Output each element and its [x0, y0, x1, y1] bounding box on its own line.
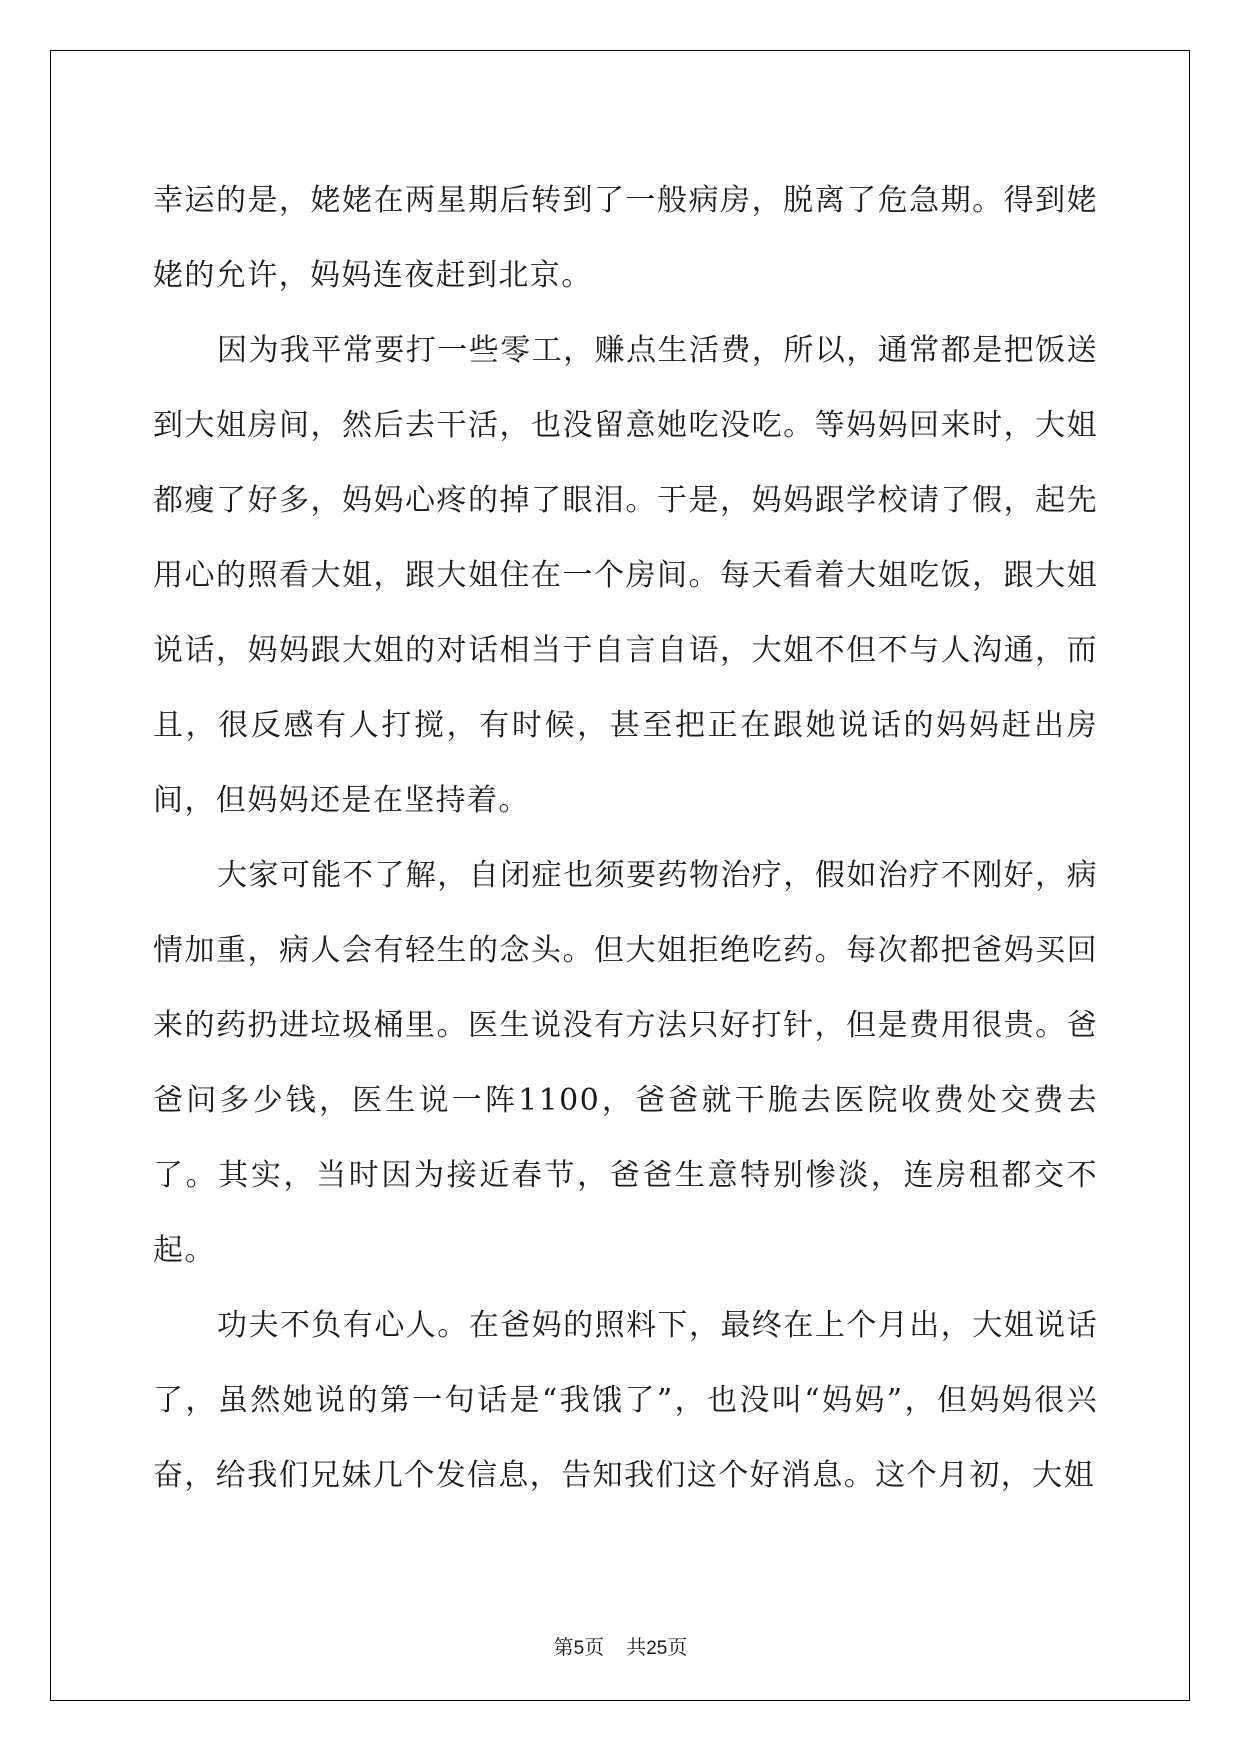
total-suffix: 页 [667, 1635, 688, 1659]
paragraph-1: 幸运的是，姥姥在两星期后转到了一般病房，脱离了危急期。得到姥姥的允许，妈妈连夜赶到北京。 [153, 183, 1098, 293]
paragraph-2: 因为我平常要打一些零工，赚点生活费，所以，通常都是把饭送到大姐房间，然后去干活，也没留意她吃没吃。等妈妈回来时，大姐都瘦了好多，妈妈心疼的掉了眼泪。于是，妈妈跟学校请了假，起先用心的照看大姐，跟大姐住在一个房间。每天看着大姐吃饭，跟大姐说话，妈妈跟大姐的对话相当于自言自语，大姐不但不与人沟通，而且，很反感有人打搅，有时候，甚至把正在跟她说话的妈妈赶出房间，但妈妈还是在坚持着。 [153, 333, 1098, 818]
current-page-number: 5 [573, 1638, 585, 1659]
total-page-count: 25 [646, 1638, 668, 1659]
paragraph-3: 大家可能不了解，自闭症也须要药物治疗，假如治疗不刚好，病情加重，病人会有轻生的念头。但大姐拒绝吃药。每次都把爸妈买回来的药扔进垃圾桶里。医生说没有方法只好打针，但是费用很贵。爸爸问多少钱，医生说一阵1100，爸爸就干脆去医院收费处交费去了。其实，当时因为接近春节，爸爸生意特别惨淡，连房租都交不起。 [153, 858, 1098, 1268]
page-footer [0, 1631, 1241, 1660]
total-prefix: 共 [626, 1635, 647, 1659]
page-suffix: 页 [584, 1635, 605, 1659]
paragraph-4: 功夫不负有心人。在爸妈的照料下，最终在上个月出，大姐说话了，虽然她说的第一句话是“我饿了”，也没叫“妈妈”，但妈妈很兴奋，给我们兄妹几个发信息，告知我们这个好消息。这个月初，大姐 [153, 1308, 1098, 1493]
page-prefix: 第 [553, 1635, 574, 1659]
document-body [153, 163, 1098, 1513]
